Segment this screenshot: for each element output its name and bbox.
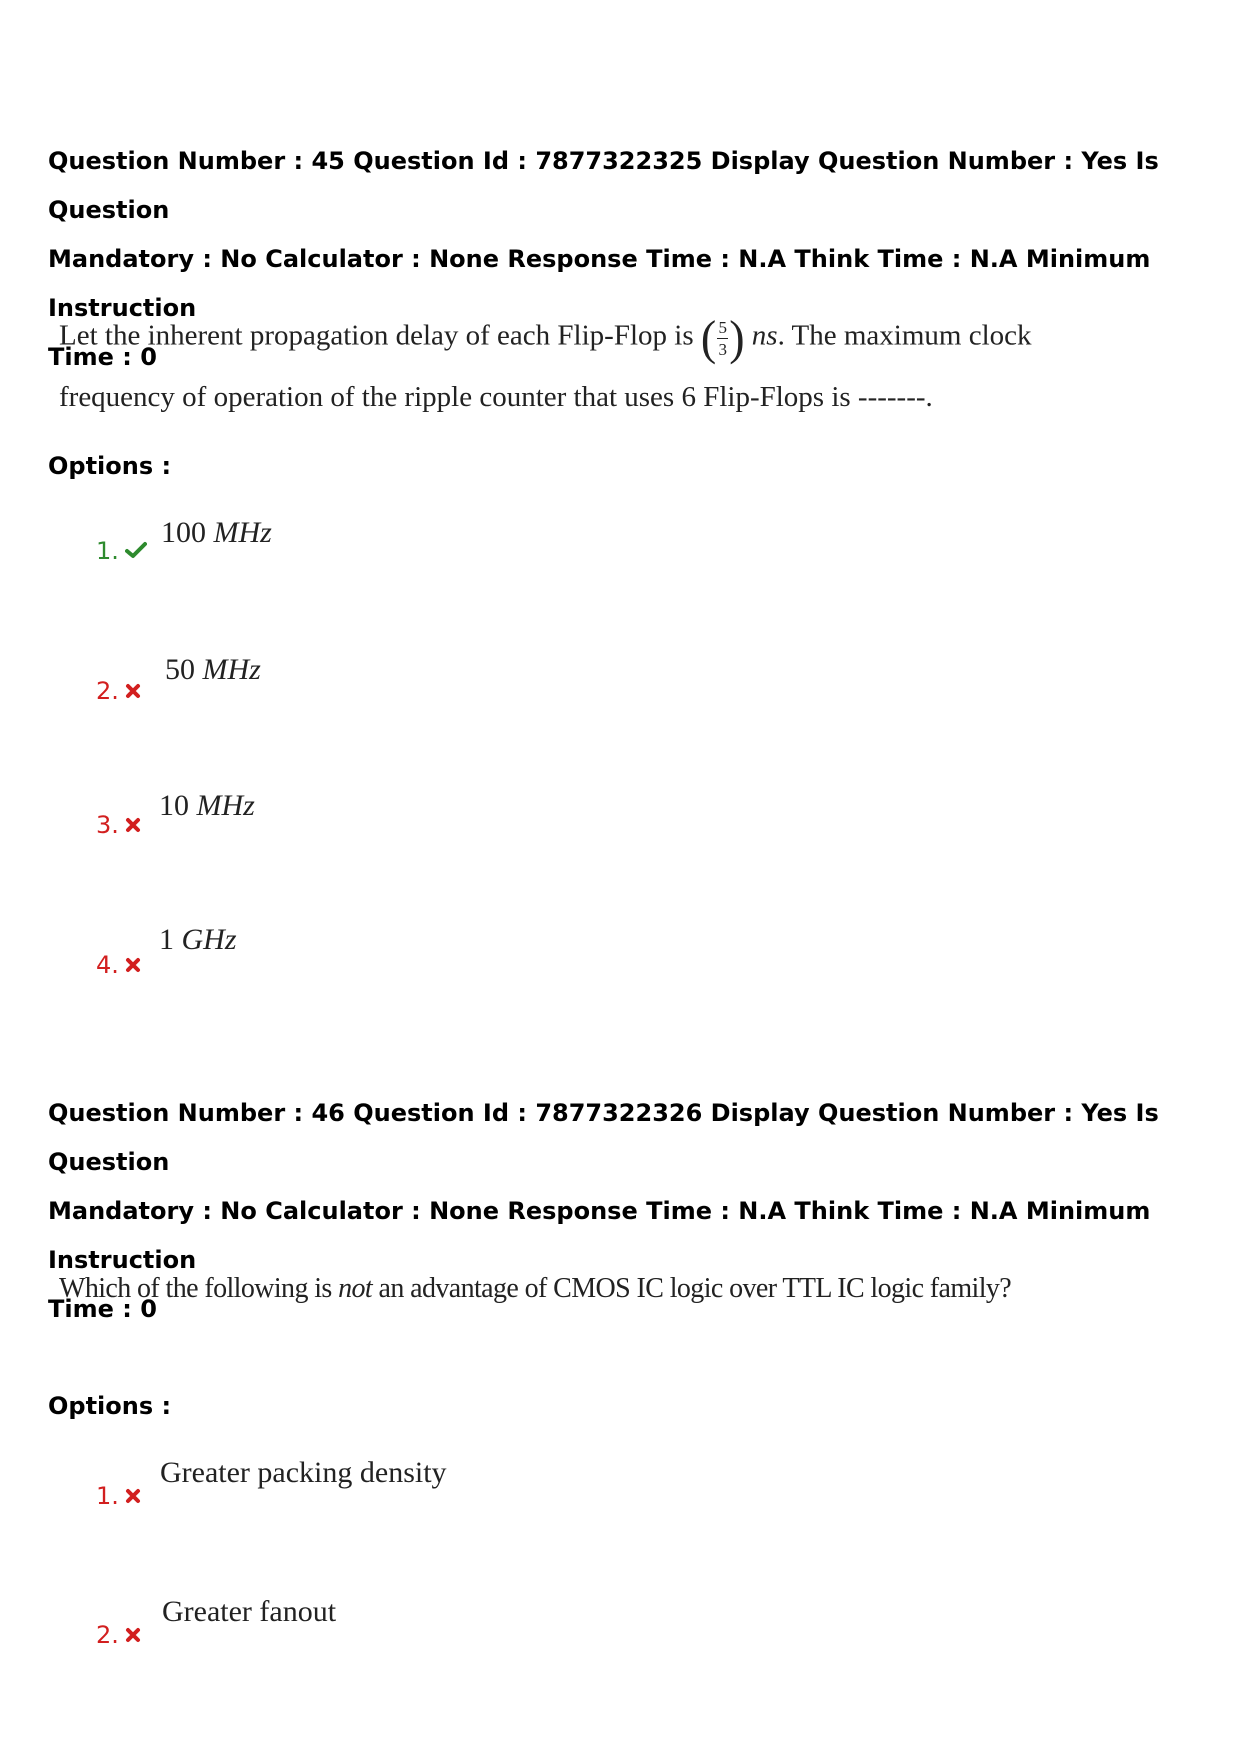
option-number: 1. — [96, 537, 147, 565]
cross-icon — [125, 677, 141, 705]
option-text: Greater fanout — [162, 1595, 337, 1628]
fraction: ( 5 3 ) — [700, 310, 745, 365]
header-line: Question Number : 45 Question Id : 7877322325 Display Question Number : Yes Is Question — [48, 147, 1159, 224]
cross-icon — [125, 951, 141, 979]
option-text: 1 GHz — [159, 923, 237, 956]
header-line: Time : 0 — [48, 343, 157, 371]
cross-icon — [125, 811, 141, 839]
question-text — [59, 310, 1219, 414]
option-number: 3. — [96, 811, 141, 839]
header-line: Mandatory : No Calculator : None Response Time : N.A Think Time : N.A Minimum Instruction — [48, 245, 1151, 322]
option-number: 1. — [96, 1482, 141, 1510]
fraction-denominator: 3 — [718, 339, 727, 359]
header-line: Mandatory : No Calculator : None Response Time : N.A Think Time : N.A Minimum Instruction — [48, 1197, 1151, 1274]
cross-icon — [125, 1482, 141, 1510]
option-text: Greater packing density — [160, 1456, 447, 1489]
options-label: Options : — [48, 452, 172, 480]
option-text: 50 MHz — [165, 653, 261, 686]
question-text-line-1: Which of the following is not an advantage of CMOS IC logic over TTL IC logic family? — [59, 1273, 1012, 1304]
option-number: 2. — [96, 1621, 141, 1649]
header-line: Question Number : 46 Question Id : 7877322326 Display Question Number : Yes Is Question — [48, 1099, 1159, 1176]
options-label: Options : — [48, 1392, 172, 1420]
time-unit: ns — [751, 319, 778, 352]
question-text-line-1: Let the inherent propagation delay of each Flip-Flop is ( 5 3 ) ns. The maximum clock — [59, 310, 1032, 365]
header-line: Time : 0 — [48, 1295, 157, 1323]
option-text: 100 MHz — [161, 516, 272, 549]
option-number: 4. — [96, 951, 141, 979]
option-number: 2. — [96, 677, 141, 705]
fraction-numerator: 5 — [718, 317, 727, 337]
question-text — [59, 1273, 1219, 1305]
question-text-line-2: frequency of operation of the ripple counter that uses 6 Flip-Flops is -------. — [59, 381, 933, 413]
cross-icon — [125, 1621, 141, 1649]
option-text: 10 MHz — [159, 789, 255, 822]
check-icon — [125, 537, 147, 565]
